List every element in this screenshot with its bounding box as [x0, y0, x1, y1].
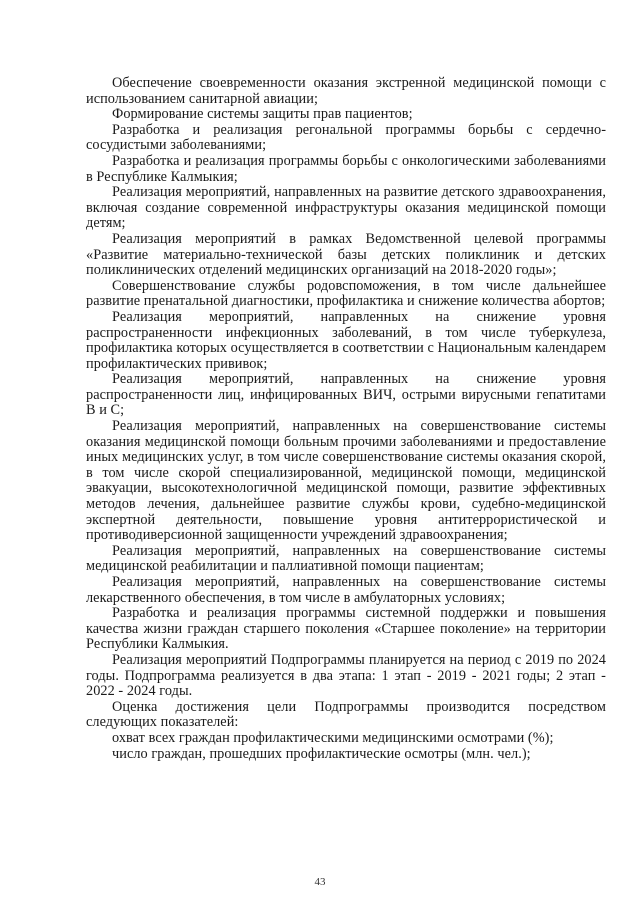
- paragraph: Реализация мероприятий Подпрограммы планируется на период с 2019 по 2024 годы. Подпрограмма реализуется в два этапа: 1 этап - 2019 - 2021 годы; 2 этап - 2022 - 2024 годы.: [86, 651, 606, 700]
- paragraph: Реализация мероприятий в рамках Ведомственной целевой программы «Развитие материально-технической базы детских поликлиник и детских поликлинических отделений медицинских организаций на 2018-2020 годы»;: [86, 230, 606, 279]
- paragraph: Обеспечение своевременности оказания экстренной медицинской помощи с использованием санитарной авиации;: [86, 75, 606, 107]
- paragraph: Реализация мероприятий, направленных на снижение уровня распространенности лиц, инфицированных ВИЧ, острыми вирусными гепатитами В и С;: [86, 371, 606, 419]
- page-number: 43: [314, 876, 326, 888]
- paragraph: Реализация мероприятий, направленных на снижение уровня распространенности инфекционных заболеваний, в том числе туберкулеза, профилактика которых осуществляется в соответствии с Национальным календарем профилактических прививок;: [86, 308, 606, 372]
- paragraph: Формирование системы защиты прав пациентов;: [112, 106, 413, 123]
- paragraph: Разработка и реализация программы системной поддержки и повышения качества жизни граждан старшего поколения «Старшее поколение» на территории Республики Калмыкия.: [86, 605, 606, 653]
- paragraph: Реализация мероприятий, направленных на совершенствование системы медицинской реабилитации и паллиативной помощи пациентам;: [86, 542, 606, 575]
- paragraph: Реализация мероприятий, направленных на совершенствование системы оказания медицинской помощи больным прочими заболеваниями и предоставление иных медицинских услуг, в том числе совершенствование системы оказания скорой, в том числе скорой специализированной, медицинской помощи, медицинской эвакуации, высокотехнологичной медицинской помощи, развитие эффективных методов лечения, дальнейшее развитие службы крови, судебно-медицинской экспертной деятельности, повышение уровня антитеррористической и противодиверсионной защищенности учреждений здравоохранения;: [86, 418, 606, 544]
- paragraph: Оценка достижения цели Подпрограммы производится посредством следующих показателей:: [86, 698, 606, 731]
- document-body: [86, 76, 606, 762]
- paragraph: Разработка и реализация программы борьбы с онкологическими заболеваниями в Республике Калмыкия;: [86, 152, 606, 185]
- paragraph: Реализация мероприятий, направленных на совершенствование системы лекарственного обеспечения, в том числе в амбулаторных условиях;: [86, 574, 606, 606]
- paragraph: Совершенствование службы родовспоможения, в том числе дальнейшее развитие пренатальной диагностики, профилактика и снижение количества абортов;: [86, 277, 606, 310]
- paragraph: число граждан, прошедших профилактические осмотры (млн. чел.);: [112, 745, 531, 762]
- paragraph: Разработка и реализация регональной программы борьбы с сердечно-сосудистыми заболеваниями;: [86, 121, 606, 154]
- paragraph: охват всех граждан профилактическими медицинскими осмотрами (%);: [112, 729, 554, 746]
- paragraph: Реализация мероприятий, направленных на развитие детского здравоохранения, включая создание современной инфраструктуры оказания медицинской помощи детям;: [86, 184, 606, 232]
